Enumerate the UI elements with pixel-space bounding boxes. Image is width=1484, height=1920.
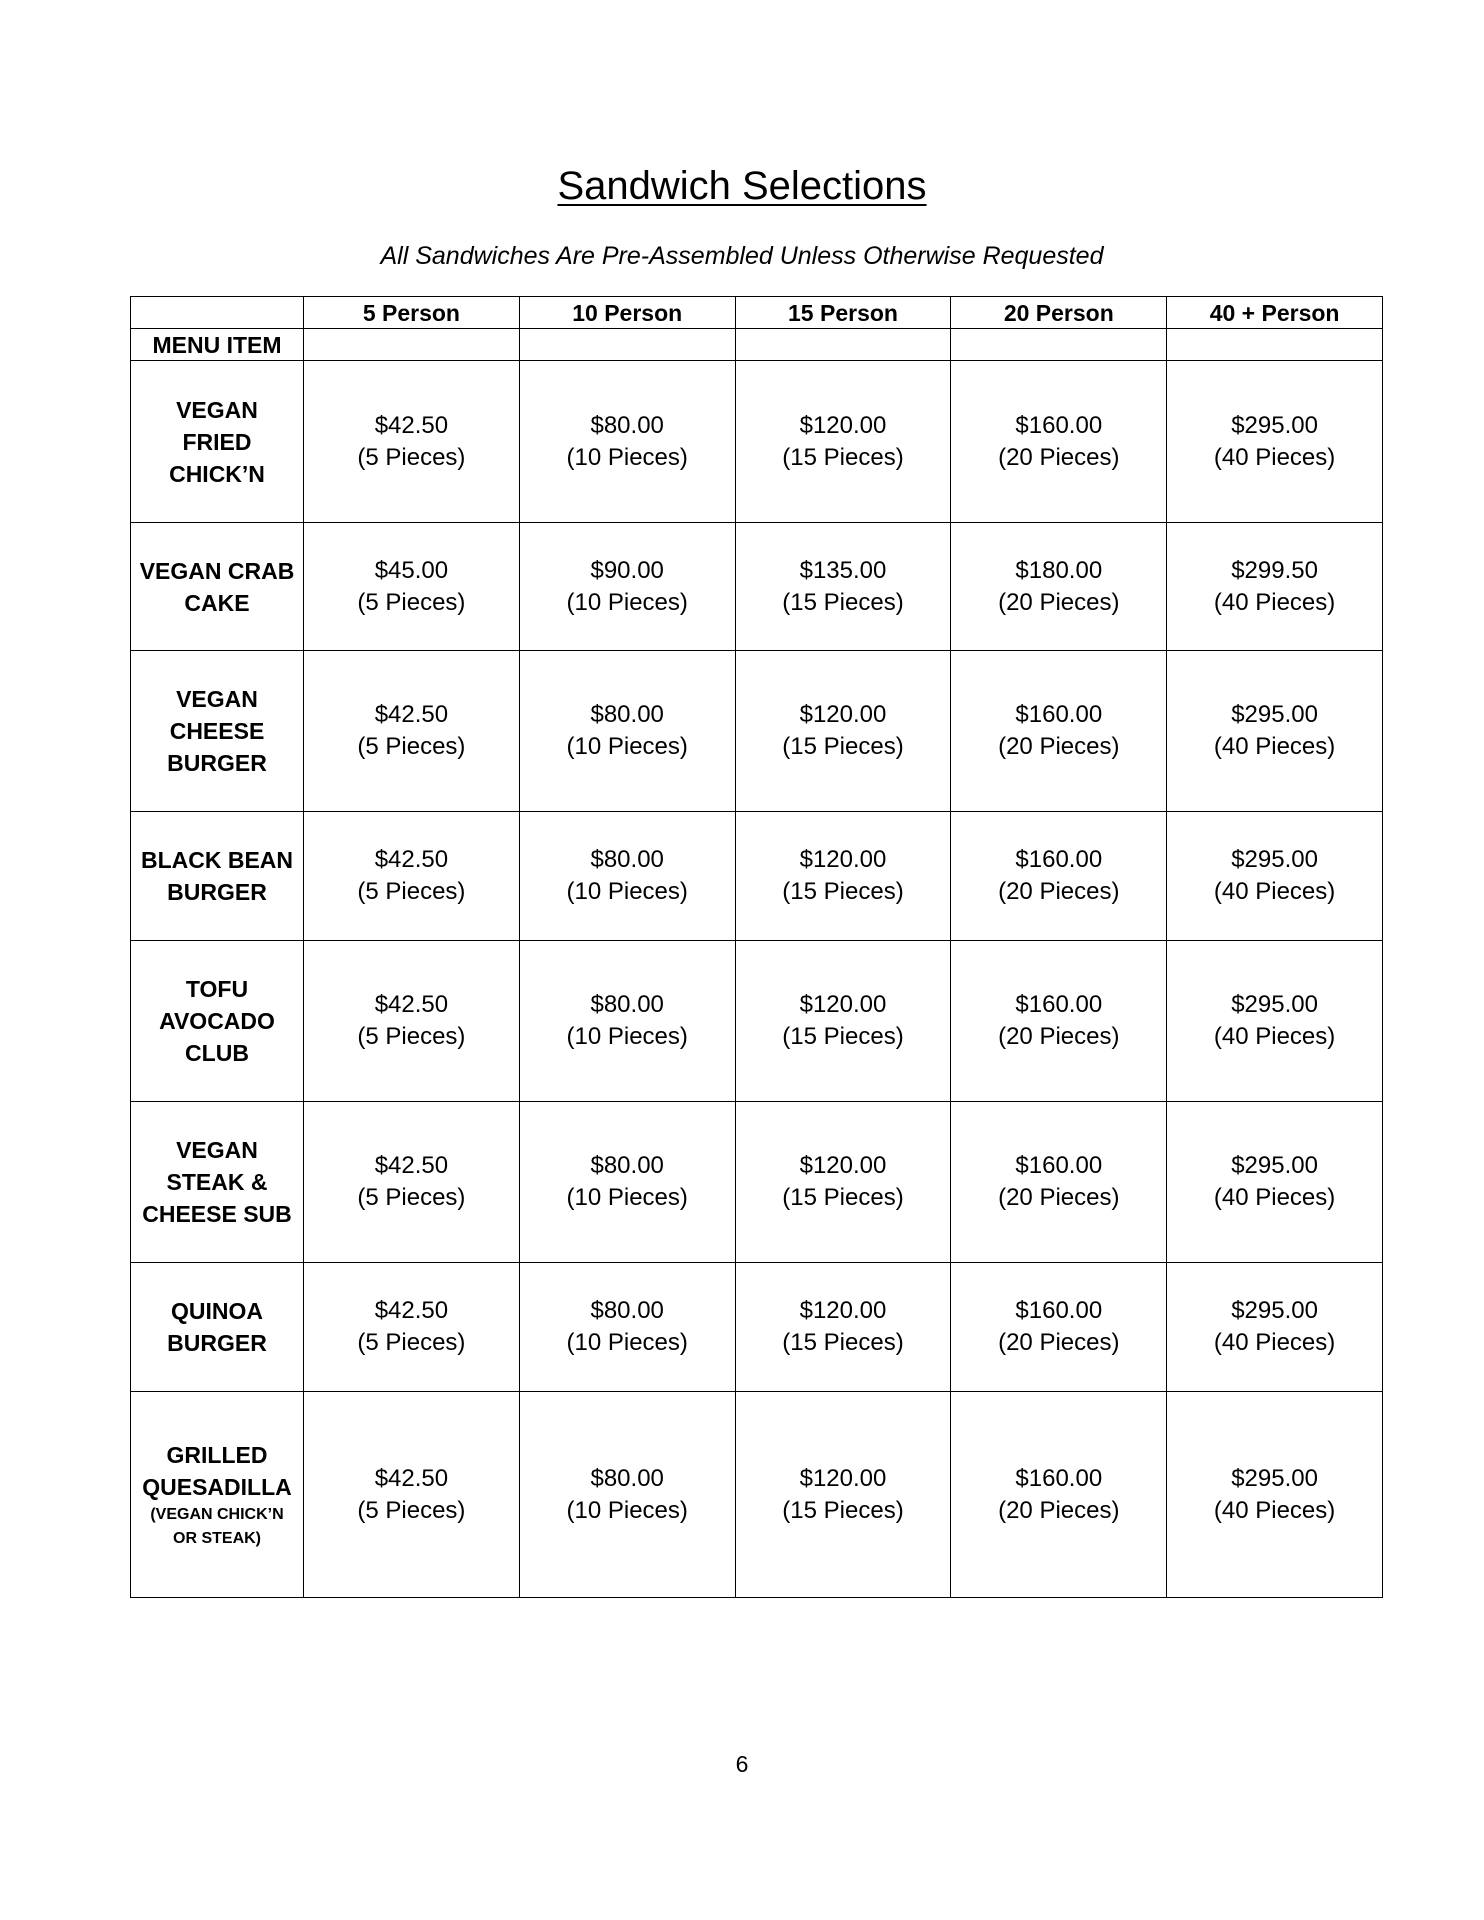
price-cell [1167, 941, 1383, 1102]
price-cell [735, 1263, 951, 1392]
empty-cell [304, 329, 520, 361]
price-value: $160.00 [1015, 846, 1103, 873]
menu-item-name [131, 812, 304, 941]
menu-item-name-line: BURGER [167, 750, 267, 776]
page-title-text: Sandwich Selections [557, 164, 927, 208]
piece-count: (40 Pieces) [1213, 443, 1336, 471]
table-body [131, 297, 1383, 1598]
price-value: $160.00 [1015, 701, 1103, 728]
price-value: $45.00 [374, 556, 449, 584]
menu-item-name-line: CLUB [185, 1040, 249, 1066]
menu-item-label-row [131, 329, 1383, 361]
page-subtitle: All Sandwiches Are Pre-Assembled Unless Otherwise Requested [380, 242, 1104, 270]
menu-item-name [131, 1263, 304, 1392]
table-row [131, 523, 1383, 651]
price-value: $295.00 [1231, 1464, 1318, 1492]
menu-item-name-line: VEGAN [176, 1137, 258, 1163]
piece-count: (5 Pieces) [357, 1496, 466, 1524]
price-cell [1167, 523, 1383, 651]
price-value: $180.00 [1015, 556, 1103, 584]
price-value: $160.00 [1015, 1152, 1103, 1179]
sandwich-price-table [130, 296, 1383, 1598]
piece-count: (20 Pieces) [998, 878, 1120, 905]
price-value: $160.00 [1015, 991, 1103, 1018]
column-header: 20 Person [951, 297, 1167, 329]
piece-count: (20 Pieces) [998, 443, 1120, 471]
piece-count: (10 Pieces) [566, 733, 688, 760]
menu-item-name-line: BURGER [167, 879, 267, 905]
price-value: $42.50 [374, 1464, 449, 1492]
price-cell [304, 1392, 520, 1598]
column-header: 15 Person [735, 297, 951, 329]
menu-item-name-line: AVOCADO [159, 1008, 275, 1034]
price-cell [304, 1102, 520, 1263]
price-value: $80.00 [590, 701, 664, 728]
price-cell [735, 523, 951, 651]
piece-count: (10 Pieces) [566, 588, 688, 616]
menu-item-name-line: CHICK’N [169, 460, 265, 487]
price-cell [304, 651, 520, 812]
piece-count: (5 Pieces) [357, 878, 466, 905]
piece-count: (40 Pieces) [1213, 1496, 1336, 1524]
price-value: $80.00 [590, 1152, 664, 1179]
piece-count: (15 Pieces) [782, 1023, 904, 1050]
piece-count: (5 Pieces) [357, 733, 466, 760]
price-value: $120.00 [799, 991, 887, 1018]
price-cell [304, 361, 520, 523]
piece-count: (20 Pieces) [998, 1184, 1120, 1211]
price-cell [951, 361, 1167, 523]
price-cell [519, 1392, 735, 1598]
price-value: $42.50 [374, 846, 449, 873]
price-value: $42.50 [374, 991, 449, 1018]
piece-count: (15 Pieces) [782, 588, 904, 616]
price-value: $120.00 [799, 1297, 887, 1324]
price-cell [1167, 812, 1383, 941]
price-cell [519, 1263, 735, 1392]
price-cell [951, 812, 1167, 941]
piece-count: (10 Pieces) [566, 878, 688, 905]
price-cell [1167, 1263, 1383, 1392]
piece-count: (20 Pieces) [998, 1023, 1120, 1050]
piece-count: (15 Pieces) [782, 443, 904, 471]
table-row [131, 941, 1383, 1102]
price-value: $42.50 [374, 411, 449, 439]
price-cell [519, 651, 735, 812]
price-value: $160.00 [1015, 1464, 1103, 1492]
menu-item-name-line: CHEESE SUB [142, 1201, 292, 1227]
price-cell [519, 361, 735, 523]
price-value: $295.00 [1231, 1152, 1318, 1179]
menu-item-name-line: QUINOA [171, 1298, 263, 1324]
price-value: $295.00 [1231, 701, 1318, 728]
piece-count: (20 Pieces) [998, 588, 1120, 616]
menu-item-name-line: STEAK & [166, 1169, 268, 1195]
price-cell [304, 812, 520, 941]
price-value: $80.00 [590, 991, 664, 1018]
menu-item-name [131, 1102, 304, 1263]
price-cell [1167, 361, 1383, 523]
table-row [131, 651, 1383, 812]
table-row [131, 1392, 1383, 1598]
price-cell [951, 1392, 1167, 1598]
table-row [131, 812, 1383, 941]
piece-count: (10 Pieces) [566, 1329, 688, 1356]
price-value: $120.00 [799, 411, 887, 439]
menu-item-name-line: BURGER [167, 1330, 267, 1356]
menu-item-name-line: QUESADILLA [142, 1473, 292, 1500]
price-cell [1167, 1392, 1383, 1598]
price-cell [735, 1392, 951, 1598]
piece-count: (40 Pieces) [1213, 733, 1336, 760]
price-cell [735, 651, 951, 812]
price-cell [519, 1102, 735, 1263]
table-row [131, 361, 1383, 523]
menu-item-note: (VEGAN CHICK’N [150, 1505, 284, 1523]
price-cell [951, 1263, 1167, 1392]
piece-count: (5 Pieces) [357, 1329, 466, 1356]
piece-count: (15 Pieces) [782, 1496, 904, 1524]
header-corner-cell [131, 297, 304, 329]
piece-count: (10 Pieces) [566, 1496, 688, 1524]
menu-item-name-line: FRIED [182, 428, 252, 455]
empty-cell [519, 329, 735, 361]
piece-count: (15 Pieces) [782, 1184, 904, 1211]
piece-count: (5 Pieces) [357, 588, 466, 616]
price-value: $160.00 [1015, 1297, 1103, 1324]
menu-item-name [131, 651, 304, 812]
price-cell [735, 812, 951, 941]
price-value: $295.00 [1231, 991, 1318, 1018]
price-cell [735, 941, 951, 1102]
piece-count: (20 Pieces) [998, 1496, 1120, 1524]
price-cell [951, 1102, 1167, 1263]
price-cell [951, 523, 1167, 651]
price-cell [519, 523, 735, 651]
price-value: $120.00 [799, 846, 887, 873]
piece-count: (10 Pieces) [566, 1184, 688, 1211]
price-value: $160.00 [1015, 411, 1103, 439]
price-value: $295.00 [1231, 1297, 1318, 1324]
menu-item-name-line: VEGAN [176, 396, 258, 423]
empty-cell [951, 329, 1167, 361]
piece-count: (40 Pieces) [1213, 1184, 1336, 1211]
page-title [0, 162, 1484, 210]
menu-item-name-line: CHEESE [169, 718, 265, 744]
piece-count: (5 Pieces) [357, 1023, 466, 1050]
price-value: $120.00 [799, 1152, 887, 1179]
price-cell [951, 651, 1167, 812]
piece-count: (20 Pieces) [998, 733, 1120, 760]
menu-item-name-line: BLACK BEAN [140, 847, 294, 873]
price-cell [304, 523, 520, 651]
price-cell [951, 941, 1167, 1102]
piece-count: (10 Pieces) [566, 443, 688, 471]
column-header: 10 Person [519, 297, 735, 329]
piece-count: (40 Pieces) [1213, 878, 1336, 905]
column-header: 5 Person [304, 297, 520, 329]
price-cell [735, 1102, 951, 1263]
menu-item-name [131, 941, 304, 1102]
piece-count: (40 Pieces) [1213, 1023, 1336, 1050]
price-cell [304, 941, 520, 1102]
piece-count: (40 Pieces) [1213, 1329, 1336, 1356]
piece-count: (15 Pieces) [782, 733, 904, 760]
menu-item-name-line: TOFU [185, 976, 249, 1002]
price-value: $299.50 [1231, 556, 1318, 584]
price-value: $295.00 [1231, 411, 1318, 439]
page-number: 6 [735, 1751, 749, 1777]
price-value: $120.00 [799, 701, 887, 728]
menu-item-name-line: VEGAN [176, 686, 258, 712]
table-row [131, 1102, 1383, 1263]
column-header: 40 + Person [1167, 297, 1383, 329]
menu-item-label: MENU ITEM [131, 329, 304, 361]
table-row [131, 1263, 1383, 1392]
price-cell [304, 1263, 520, 1392]
price-value: $135.00 [799, 556, 887, 584]
price-cell [735, 361, 951, 523]
menu-item-name [131, 1392, 304, 1598]
piece-count: (5 Pieces) [357, 1184, 466, 1211]
piece-count: (10 Pieces) [566, 1023, 688, 1050]
price-value: $80.00 [590, 1297, 664, 1324]
menu-item-name [131, 523, 304, 651]
piece-count: (15 Pieces) [782, 1329, 904, 1356]
price-cell [519, 812, 735, 941]
table-header-row [131, 297, 1383, 329]
price-cell [1167, 651, 1383, 812]
menu-item-name-line: CAKE [184, 589, 250, 616]
price-cell [519, 941, 735, 1102]
menu-item-name-line: VEGAN CRAB [139, 557, 295, 584]
price-value: $90.00 [590, 556, 664, 584]
price-value: $295.00 [1231, 846, 1318, 873]
price-value: $80.00 [590, 411, 664, 439]
price-value: $80.00 [590, 1464, 664, 1492]
price-value: $42.50 [374, 1152, 449, 1179]
price-value: $120.00 [799, 1464, 887, 1492]
piece-count: (20 Pieces) [998, 1329, 1120, 1356]
price-value: $42.50 [374, 701, 449, 728]
menu-item-name-line: GRILLED [166, 1441, 268, 1468]
piece-count: (15 Pieces) [782, 878, 904, 905]
empty-cell [1167, 329, 1383, 361]
price-value: $42.50 [374, 1297, 449, 1324]
empty-cell [735, 329, 951, 361]
price-value: $80.00 [590, 846, 664, 873]
piece-count: (40 Pieces) [1213, 588, 1336, 616]
price-cell [1167, 1102, 1383, 1263]
menu-item-note: OR STEAK) [173, 1529, 261, 1547]
menu-item-name [131, 361, 304, 523]
piece-count: (5 Pieces) [357, 443, 466, 471]
